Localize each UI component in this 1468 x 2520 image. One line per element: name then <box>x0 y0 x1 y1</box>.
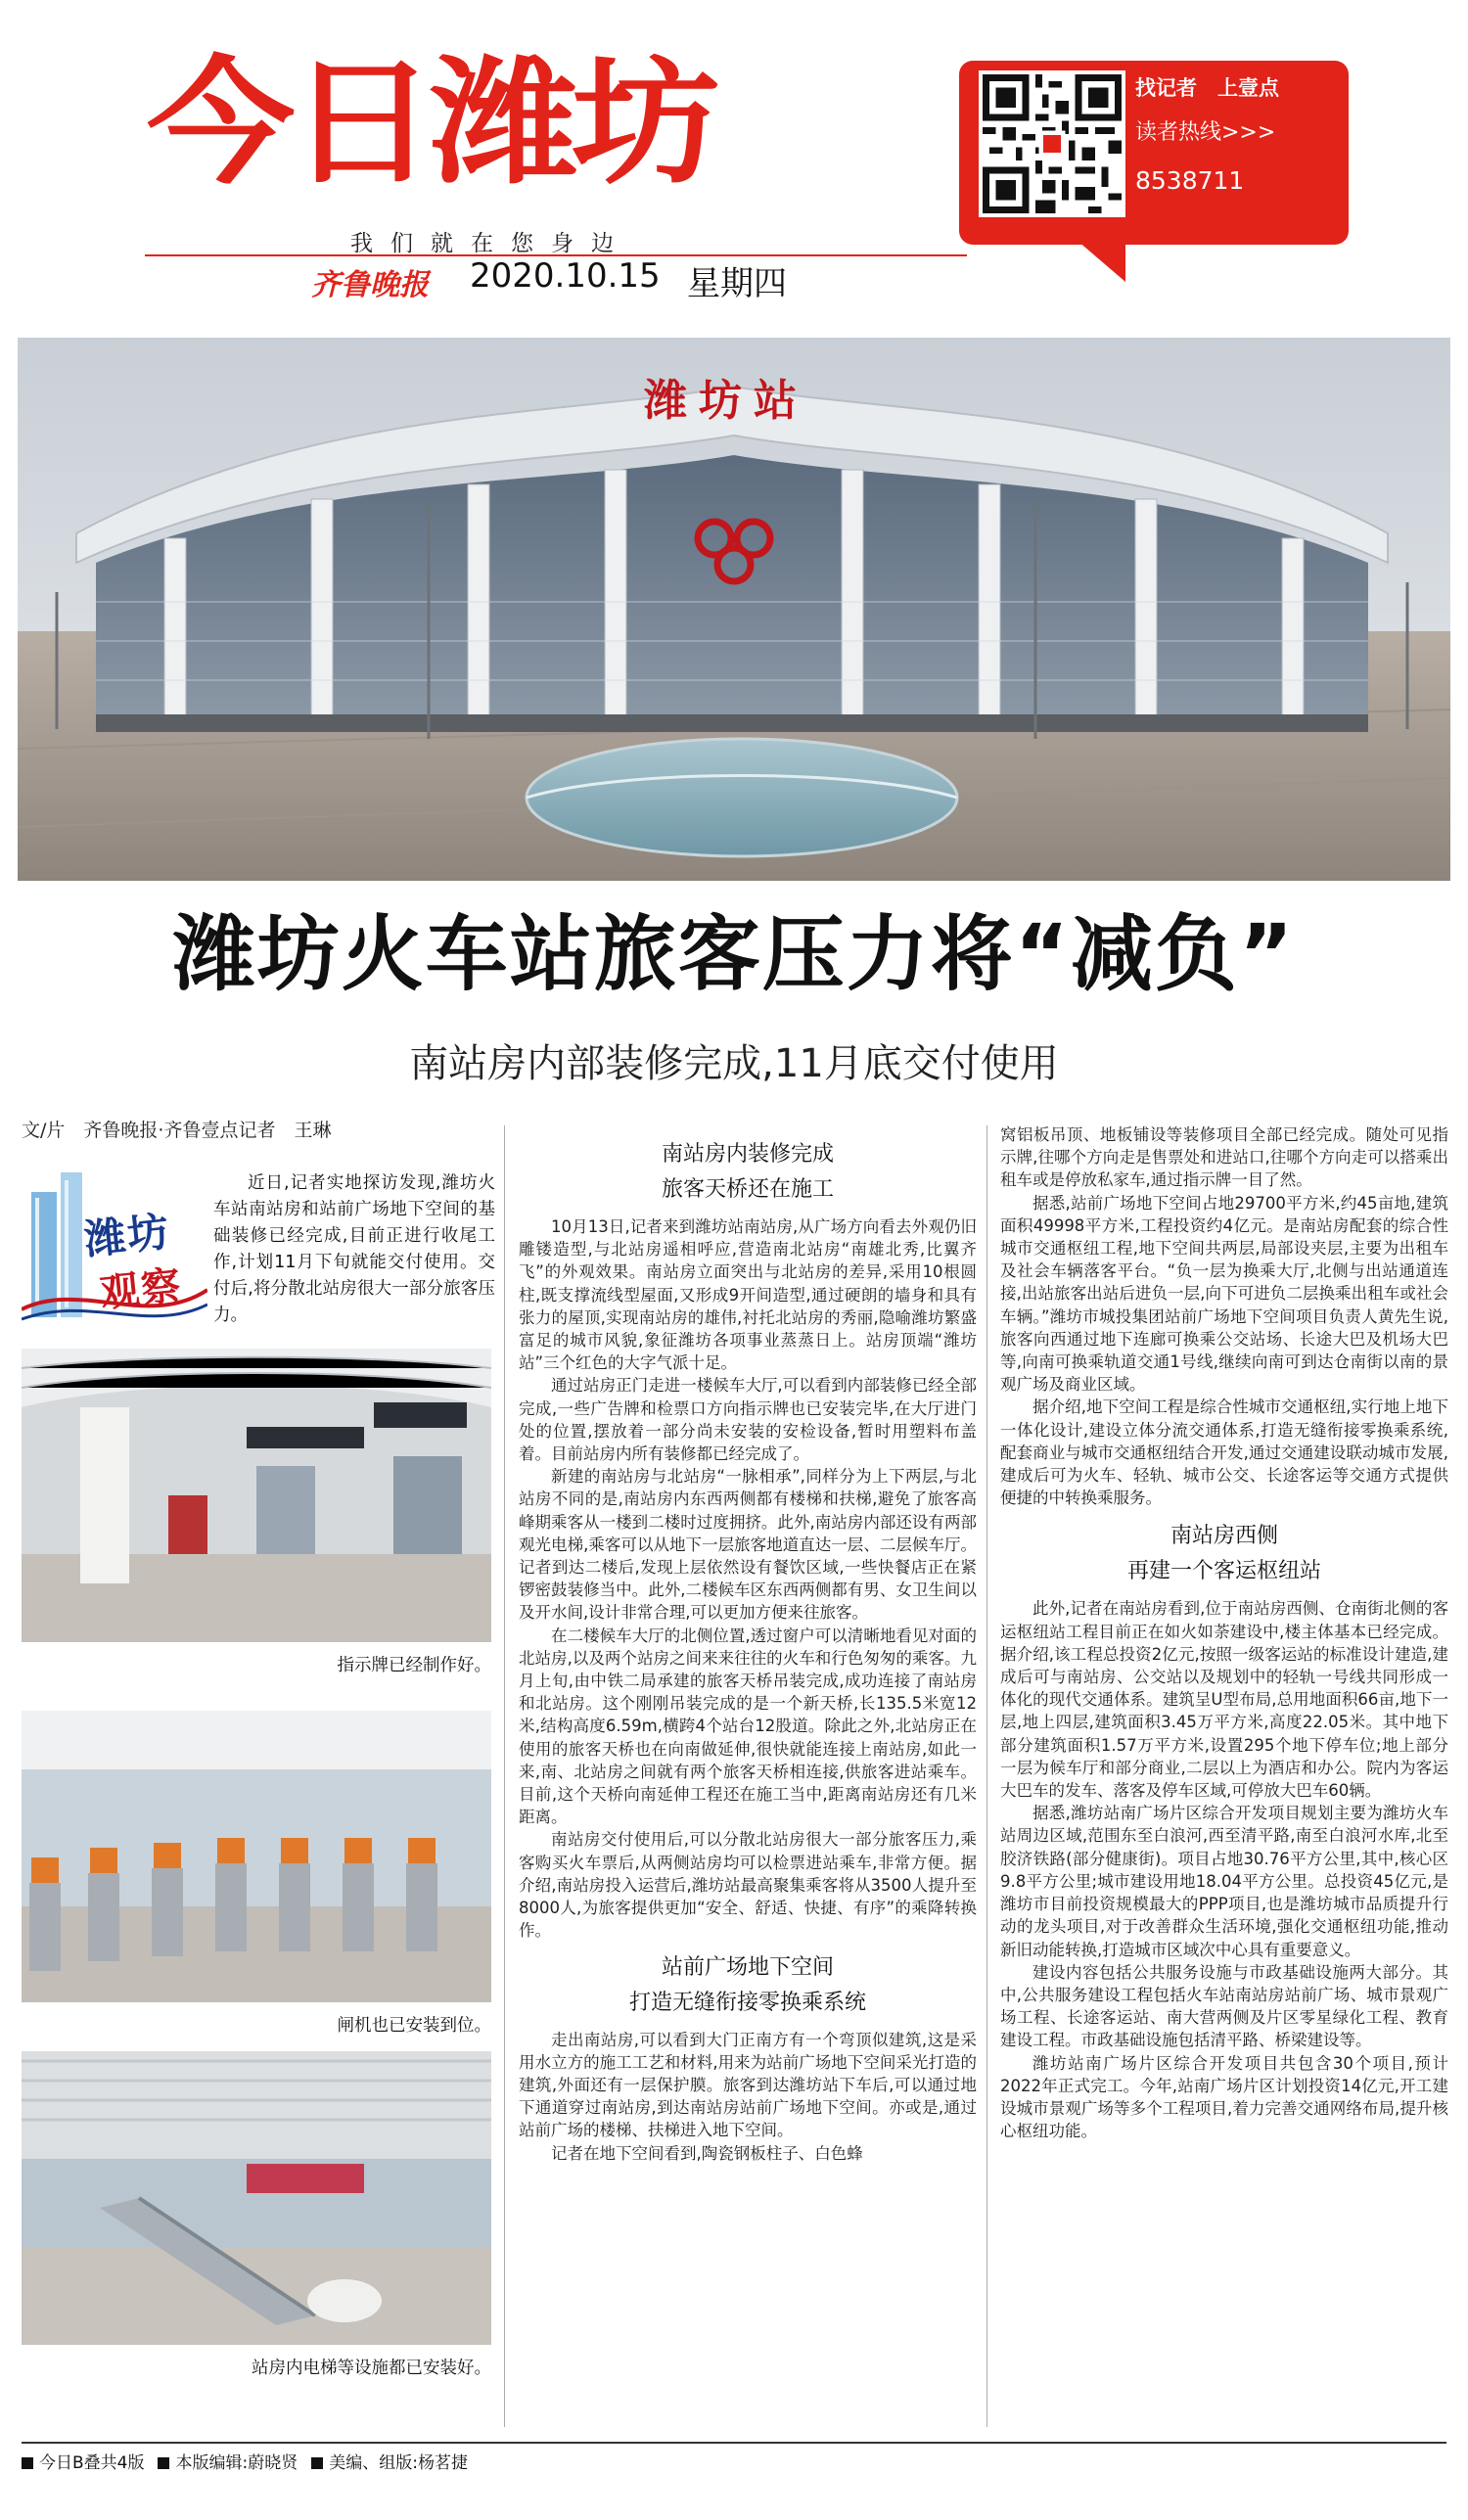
section-heading-1-line2: 旅客天桥还在施工 <box>661 1177 834 1202</box>
column-rule-1 <box>504 1125 505 2427</box>
footer-item-designer: 美编、组版:杨茗捷 <box>311 2449 468 2473</box>
section-heading-3-line2: 再建一个客运枢纽站 <box>1126 1559 1321 1584</box>
masthead-logo: 今日潍坊 <box>147 44 713 204</box>
paragraph: 建设内容包括公共服务设施与市政基础设施两大部分。其中,公共服务建设工程包括火车站南站房站前广场、城市景观广场工程、长途客运站、南大营两侧及片区零星绿化工程、教育建设工程。市政基础设施包括清平路、桥梁建设等。 <box>1000 1962 1448 2050</box>
paragraph: 新建的南站房与北站房“一脉相承”,同样分为上下两层,与北站房不同的是,南站房内东西两侧都有楼梯和扶梯,避免了旅客高峰期乘客从一楼到二楼时过度拥挤。此外,南站房内部还设有两部观光电梯,乘客可以从地下一层旅客地道直达一层、二层候车厅。记者到达二楼后,发现上层依然设有餐饮区域,一些快餐店正在紧锣密鼓装修当中。此外,二楼候车区东西两侧都有男、女卫生间以及开水间,设计非常合理,可以更加方便来往旅客。 <box>519 1467 977 1623</box>
paragraph: 10月13日,记者来到潍坊站南站房,从广场方向看去外观仍旧雕镂造型,与北站房遥相呼应,营造南北站房“南雄北秀,比翼齐飞”的外观效果。南站房立面突出与北站房的差异,采用10根圆柱,既支撑流线型屋面,又形成9开间造型,通过硬朗的墙身和具有张力的屋顶,实现南站房的雄伟,衬托北站房的秀丽,隐喻潍坊繁盛富足的城市风貌,象征潍坊各项事业蒸蒸日上。站房顶端“潍坊站”三个红色的大字气派十足。 <box>519 1217 977 1373</box>
article-subhead: 南站房内部装修完成,11月底交付使用 <box>409 1041 1059 1086</box>
masthead <box>0 0 1468 318</box>
station-sign: 潍坊站 <box>644 376 808 426</box>
paragraph: 潍坊站南广场片区综合开发项目共包含30个项目,预计2022年正式完工。今年,站南广场片区计划投资14亿元,开工建设城市景观广场等多个工程项目,着力完善交通网络布局,提升核心枢纽功能。 <box>1000 2053 1448 2141</box>
qr-code-icon[interactable] <box>979 70 1125 217</box>
paragraph: 在二楼候车大厅的北侧位置,透过窗户可以清晰地看见对面的北站房,以及两个站房之间来来往往的火车和行色匆匆的乘客。九月上旬,由中铁二局承建的旅客天桥吊装完成,成功连接了南站房和北站房。这个刚刚吊装完成的是一个新天桥,长135.5米宽12米,结构高度6.59m,横跨4个站台12股道。除此之外,北站房正在使用的旅客天桥也在向南做延伸,很快就能连接上南站房,如此一来,南、北站房之间就有两个旅客天桥相连接,供旅客进站乘车。目前,这个天桥向南延伸工程还在施工当中,距离南站房还有几米距离。 <box>519 1626 977 1827</box>
photo-escalator <box>22 2051 491 2345</box>
photo-gates <box>22 1711 491 2002</box>
photo-signboards <box>22 1349 491 1642</box>
section-heading-2-line2: 打造无缝衔接零换乘系统 <box>628 1990 866 2015</box>
paragraph: 通过站房正门走进一楼候车大厅,可以看到内部装修已经全部完成,一些广告牌和检票口方向指示牌也已安装完毕,在大厅进门处的位置,摆放着一部分尚未安装的安检设备,暂时用塑料布盖着。目前站房内所有装修都已经完成了。 <box>519 1376 977 1464</box>
badge-title-1: 潍坊 <box>81 1207 173 1264</box>
paragraph: 此外,记者在南站房看到,位于南站房西侧、仓南街北侧的客运枢纽站工程目前正在如火如荼建设中,楼主体基本已经完成。据介绍,该工程总投资2亿元,按照一级客运站的标准设计建造,建成后可与南站房、公交站以及规划中的轻轨一号线共同形成一体化的现代交通体系。建筑呈U型布局,总用地面积66亩,地下一层,地上四层,建筑面积3.45万平方米,高度22.05米。其中地下部分建筑面积1.57万平方米,设置295个地下停车位;地上部分一层为候车厅和部分商业,二层以上为酒店和办公。院内为客运大巴车的发车、落客及停车区域,可停放大巴车60辆。 <box>1000 1599 1448 1801</box>
badge-title-2: 观察 <box>98 1262 185 1317</box>
paragraph: 记者在地下空间看到,陶瓷钢板柱子、白色蜂 <box>551 2143 863 2163</box>
footer-item-pages: 今日B叠共4版 <box>22 2449 144 2473</box>
section-heading-1-line1: 南站房内装修完成 <box>661 1142 834 1167</box>
photo-caption-2: 闸机也已安装到位。 <box>337 2016 491 2036</box>
paragraph: 据介绍,地下空间工程是综合性城市交通枢纽,实行地上地下一体化设计,建设立体分流交通体系,打造无缝衔接零换乘系统,配套商业与城市交通枢纽结合开发,通过交通建设联动城市发展,建成后可为火车、轻轨、城市公交、长途客运等交通方式提供便捷的中转换乘服务。 <box>1000 1397 1448 1508</box>
article-column-3 <box>1000 1123 1448 2142</box>
issue-date: 2020.10.15 <box>470 256 661 296</box>
paragraph: 走出南站房,可以看到大门正南方有一个弯顶似建筑,这是采用水立方的施工工艺和材料,用来为站前广场地下空间采光打造的建筑,外面还有一层保护膜。旅客到达潍坊站下车后,可以通过地下通道穿过南站房,到达南站房站前广场地下空间。亦或是,通过站前广场的楼梯、扶梯进入地下空间。 <box>519 2030 977 2140</box>
hotline-slogan: 找记者 上壹点 <box>1135 76 1279 100</box>
article-lead: 近日,记者实地探访发现,潍坊火车站南站房和站前广场地下空间的基础装修已经完成,目前正进行收尾工作,计划11月下旬就能交付使用。交付后,将分散北站房很大一部分旅客压力。 <box>213 1173 495 1325</box>
column-badge <box>22 1163 207 1327</box>
paragraph: 据悉,潍坊站南广场片区综合开发项目规划主要为潍坊火车站周边区域,范围东至白浪河,西至清平路,南至白浪河水库,北至胶济铁路(部分健康街)。项目占地30.76平方公里,其中,核心区9.8平方公里;城市建设用地18.04平方公里。总投资45亿元,是潍坊市目前投资规模最大的PPP项目,也是潍坊城市品质提升行动的龙头项目,对于改善群众生活环境,强化交通枢纽功能,推动新旧动能转换,打造城市区域次中心具有重要意义。 <box>1000 1804 1448 1959</box>
section-heading-3-line1: 南站房西侧 <box>1170 1524 1278 1549</box>
article-headline: 潍坊火车站旅客压力将“减负” <box>172 906 1296 1002</box>
photo-caption-3: 站房内电梯等设施都已安装好。 <box>252 2359 491 2378</box>
square-bullet-icon <box>311 2457 323 2469</box>
article-column-2 <box>519 1137 977 2165</box>
brand-name: 齐鲁晚报 <box>311 268 429 302</box>
article-byline: 文/片 齐鲁晚报·齐鲁壹点记者 王琳 <box>22 1120 332 1141</box>
square-bullet-icon <box>22 2457 33 2469</box>
hotline-number[interactable]: 8538711 <box>1135 166 1245 195</box>
section-heading-2-line1: 站前广场地下空间 <box>661 1954 834 1980</box>
hero-photo <box>18 338 1450 881</box>
masthead-slogan: 我们就在您身边 <box>350 231 631 256</box>
footer-rule <box>22 2442 1446 2444</box>
paragraph: 据悉,站前广场地下空间占地29700平方米,约45亩地,建筑面积49998平方米,工程投资约4亿元。是南站房配套的综合性城市交通枢纽工程,地下空间共两层,局部设夹层,主要为出租车及社会车辆落客平台。“负一层为换乘大厅,北侧与出站通道连接,出站旅客出站后进负一层,向下可进负二层换乘出租车或社会车辆。”潍坊市城投集团站前广场地下空间项目负责人黄先生说,旅客向西通过地下连廊可换乘公交站场、长途大巴及机场大巴等,向南可换乘轨道交通1号线,继续向南可到达仓南街以南的景观广场及商业区域。 <box>1000 1193 1448 1395</box>
square-bullet-icon <box>158 2457 169 2469</box>
column-rule-2 <box>986 1125 987 2427</box>
photo-caption-1: 指示牌已经制作好。 <box>337 1656 491 1675</box>
paragraph: 窝铝板吊顶、地板铺设等装修项目全部已经完成。随处可见指示牌,往哪个方向走是售票处和进站口,往哪个方向走可以搭乘出租车或是停放私家车,通过指示牌一目了然。 <box>1000 1125 1448 1190</box>
hotline-box-tail <box>1057 223 1125 282</box>
page-footer <box>22 2449 468 2473</box>
paragraph: 南站房交付使用后,可以分散北站房很大一部分旅客压力,乘客购买火车票后,从两侧站房均可以检票进站乘车,非常方便。据介绍,南站房投入运营后,潍坊站最高聚集乘客将从3500人提升至8000人,为旅客提供更加“安全、舒适、快捷、有序”的乘降转换作。 <box>519 1830 977 1941</box>
issue-weekday: 星期四 <box>687 264 787 303</box>
hotline-label: 读者热线>>> <box>1135 120 1276 145</box>
footer-item-editor: 本版编辑:蔚晓贤 <box>158 2449 298 2473</box>
